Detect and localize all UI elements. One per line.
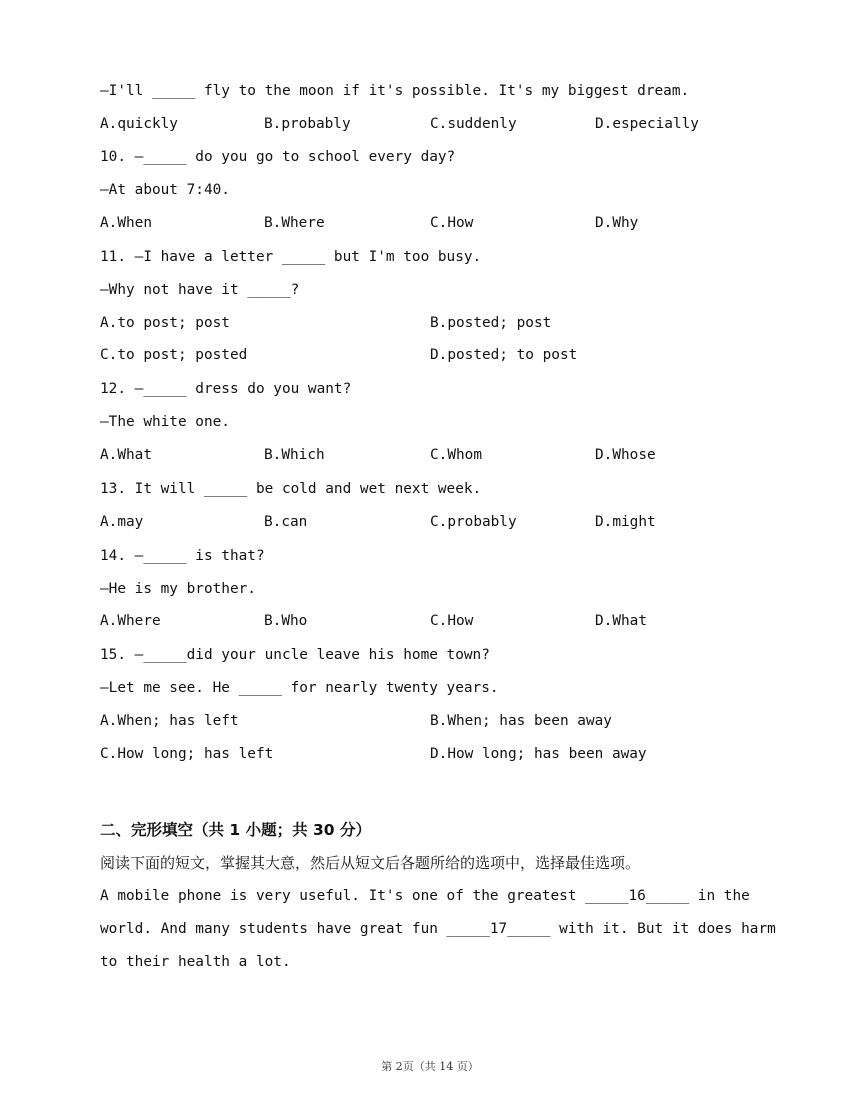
q11-answer-line: —Why not have it _____?	[100, 282, 300, 298]
q15-option-d: D.How long; has been away	[430, 746, 647, 762]
q11-option-d: D.posted; to post	[430, 347, 578, 363]
q13-option-c: C.probably	[430, 514, 517, 530]
q15-option-b: B.When; has been away	[430, 713, 612, 729]
q13-option-b: B.can	[264, 514, 308, 530]
q12-option-c: C.Whom	[430, 447, 482, 463]
passage-line: to their health a lot.	[100, 954, 291, 970]
q12-option-b: B.Which	[264, 447, 325, 463]
q12-option-a: A.What	[100, 447, 152, 463]
q15-question: 15. —_____did your uncle leave his home town?	[100, 647, 490, 663]
q11-option-b: B.posted; post	[430, 315, 552, 331]
section2-heading: 二、完形填空（共 1 小题；共 30 分）	[100, 821, 371, 839]
q14-option-c: C.How	[430, 613, 474, 629]
q14-option-b: B.Who	[264, 613, 308, 629]
q12-option-d: D.Whose	[595, 447, 656, 463]
q10-answer-line: —At about 7:40.	[100, 182, 230, 198]
q15-answer-line: —Let me see. He _____ for nearly twenty years.	[100, 680, 499, 696]
q15-option-a: A.When; has left	[100, 713, 239, 729]
q11-question: 11. —I have a letter _____ but I'm too busy.	[100, 249, 482, 265]
q15-option-c: C.How long; has left	[100, 746, 274, 762]
q13-option-a: A.may	[100, 514, 144, 530]
q14-answer-line: —He is my brother.	[100, 581, 256, 597]
q13-option-d: D.might	[595, 514, 656, 530]
q10-option-a: A.When	[100, 215, 152, 231]
q11-option-c: C.to post; posted	[100, 347, 248, 363]
q11-option-a: A.to post; post	[100, 315, 230, 331]
passage-line: A mobile phone is very useful. It's one of the greatest _____16_____ in the	[100, 888, 750, 904]
q9-option-a: A.quickly	[100, 116, 178, 132]
q9-answer-line: —I'll _____ fly to the moon if it's possible. It's my biggest dream.	[100, 83, 690, 99]
q14-question: 14. —_____ is that?	[100, 548, 265, 564]
q9-option-d: D.especially	[595, 116, 699, 132]
q9-option-c: C.suddenly	[430, 116, 517, 132]
passage-line: world. And many students have great fun _____17_____ with it. But it does harm	[100, 921, 776, 937]
q12-question: 12. —_____ dress do you want?	[100, 381, 352, 397]
q12-answer-line: —The white one.	[100, 414, 230, 430]
q14-option-a: A.Where	[100, 613, 161, 629]
page-number-footer: 第 2页（共 14 页）	[381, 1060, 479, 1073]
q10-option-d: D.Why	[595, 215, 639, 231]
q9-option-b: B.probably	[264, 116, 351, 132]
q10-option-c: C.How	[430, 215, 474, 231]
section2-instruction: 阅读下面的短文，掌握其大意，然后从短文后各题所给的选项中，选择最佳选项。	[100, 854, 641, 872]
q10-question: 10. —_____ do you go to school every day?	[100, 149, 456, 165]
q14-option-d: D.What	[595, 613, 647, 629]
q13-question: 13. It will _____ be cold and wet next week.	[100, 481, 482, 497]
q10-option-b: B.Where	[264, 215, 325, 231]
